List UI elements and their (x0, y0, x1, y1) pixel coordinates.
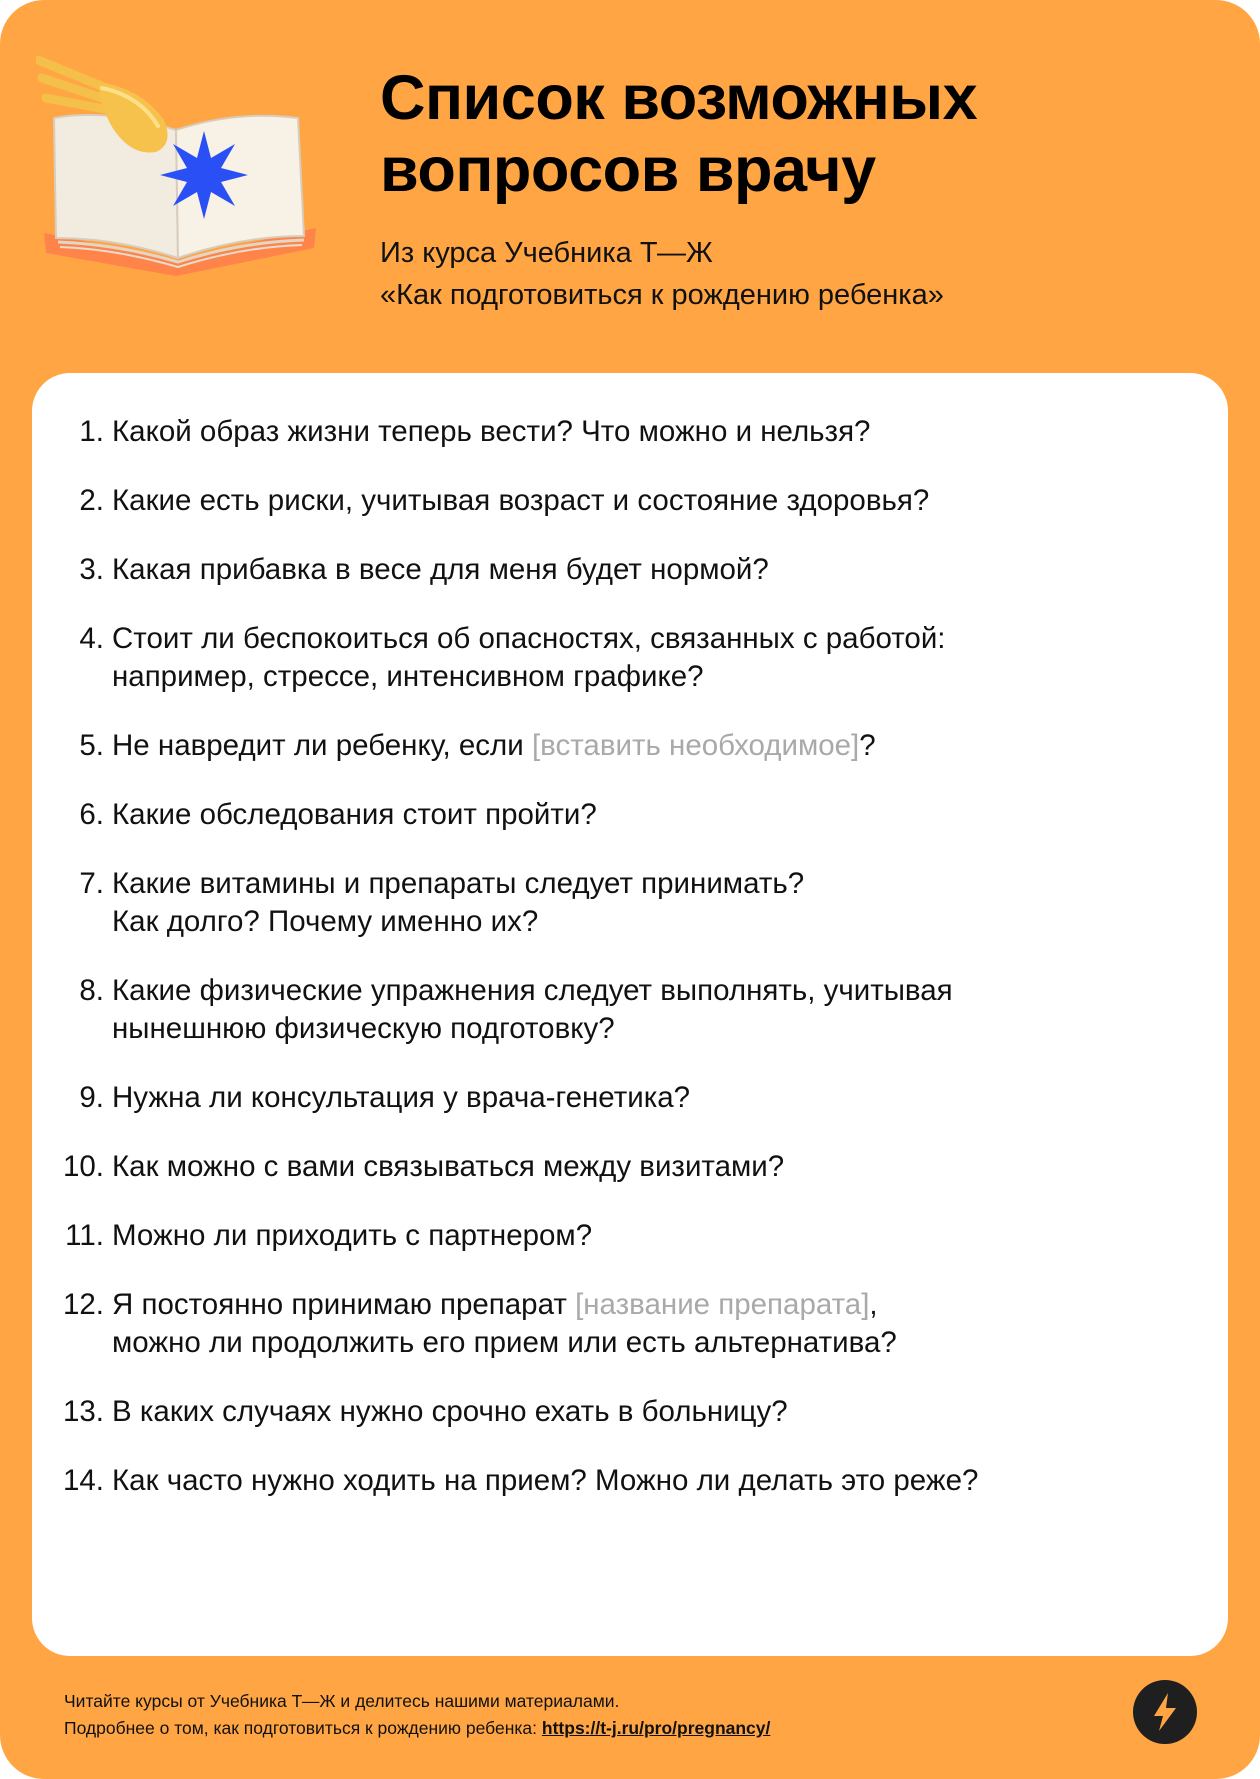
question-text: Какие физические упражнения следует выполнять, учитывая (112, 974, 953, 1007)
lightning-bolt-icon (1133, 1680, 1197, 1744)
question-item-14 (32, 1462, 1228, 1500)
question-number: 5. (79, 729, 104, 762)
question-text-end: ? (859, 729, 876, 762)
question-number: 4. (79, 622, 104, 655)
question-text-end: , (869, 1288, 878, 1321)
question-number: 2. (79, 484, 104, 517)
question-text: Можно ли приходить с партнером? (112, 1219, 593, 1252)
question-number: 8. (79, 974, 104, 1007)
question-text: Как часто нужно ходить на прием? Можно ли делать это реже? (112, 1464, 979, 1497)
question-text: Не навредит ли ребенку, если (112, 729, 532, 762)
question-number: 3. (79, 553, 104, 586)
question-text: Какая прибавка в весе для меня будет нормой? (112, 553, 769, 586)
question-text: Нужна ли консультация у врача-генетика? (112, 1081, 691, 1114)
question-item-1 (32, 413, 1228, 451)
question-number: 9. (79, 1081, 104, 1114)
question-number: 14. (62, 1464, 104, 1497)
page-title (380, 62, 1220, 206)
question-text: Стоит ли беспокоиться об опасностях, связанных с работой: (112, 622, 946, 655)
question-text-continued: Как долго? Почему именно их? (112, 905, 539, 938)
question-number: 13. (62, 1395, 104, 1428)
question-item-5 (32, 727, 1228, 765)
question-text-continued: можно ли продолжить его прием или есть альтернатива? (112, 1326, 897, 1359)
question-number: 1. (79, 415, 104, 448)
placeholder-text: [вставить необходимое] (531, 729, 860, 762)
question-text: В каких случаях нужно срочно ехать в больницу? (112, 1395, 788, 1428)
question-text: Как можно с вами связываться между визитами? (112, 1150, 785, 1183)
question-text: Какие обследования стоит пройти? (112, 798, 597, 831)
footer (64, 1688, 1064, 1742)
header (380, 62, 1220, 316)
question-item-3 (32, 551, 1228, 589)
questions-list (32, 413, 1228, 1531)
question-number: 12. (62, 1288, 104, 1321)
subtitle (380, 232, 1220, 316)
placeholder-text: [название препарата] (575, 1288, 870, 1321)
question-item-13 (32, 1393, 1228, 1431)
question-text: Какие витамины и препараты следует принимать? (112, 867, 805, 900)
question-number: 10. (62, 1150, 104, 1183)
question-number: 11. (65, 1219, 104, 1252)
question-item-8 (32, 972, 1228, 1048)
title-line-1: Список возможных (380, 63, 978, 133)
footer-line-2-text: Подробнее о том, как подготовиться к рождению ребенка: (64, 1718, 542, 1738)
question-item-4 (32, 620, 1228, 696)
question-number: 7. (79, 867, 104, 900)
question-item-2 (32, 482, 1228, 520)
question-text-continued: например, стрессе, интенсивном графике? (112, 660, 704, 693)
question-text: Я постоянно принимаю препарат (112, 1288, 576, 1321)
question-text: Какие есть риски, учитывая возраст и состояние здоровья? (112, 484, 930, 517)
subtitle-line-2: «Как подготовиться к рождению ребенка» (380, 279, 944, 311)
question-item-9 (32, 1079, 1228, 1117)
footer-line-2 (64, 1715, 1064, 1742)
open-book-with-star-icon (36, 48, 326, 293)
question-item-12 (32, 1286, 1228, 1362)
questions-card (32, 373, 1228, 1656)
footer-line-1: Читайте курсы от Учебника Т—Ж и делитесь нашими материалами. (64, 1691, 620, 1711)
question-number: 6. (79, 798, 104, 831)
question-item-10 (32, 1148, 1228, 1186)
question-text: Какой образ жизни теперь вести? Что можно и нельзя? (112, 415, 871, 448)
question-item-7 (32, 865, 1228, 941)
question-item-11 (32, 1217, 1228, 1255)
question-text-continued: нынешнюю физическую подготовку? (112, 1012, 615, 1045)
question-item-6 (32, 796, 1228, 834)
course-link[interactable]: https://t-j.ru/pro/pregnancy/ (541, 1718, 771, 1738)
subtitle-line-1: Из курса Учебника Т—Ж (380, 237, 713, 269)
title-line-2: вопросов врачу (380, 135, 876, 205)
